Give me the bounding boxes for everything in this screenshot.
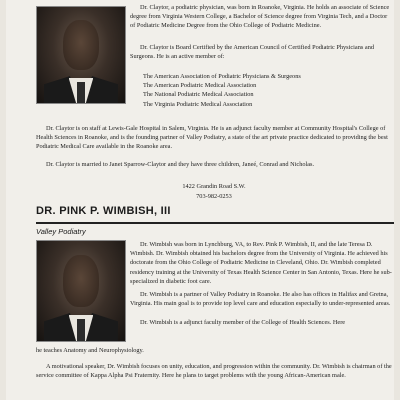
wimbish-bio-paragraph-1: Dr. Wimbish was born in Lynchburg, VA, to Rev. Pink P. Wimbish, II, and the late Teresa D. Wimbish. Dr. Wimbish obtained his bachelors degree from the University of Virginia. He achieved his doctorate from the Ohio College of Podiatric Medicine in Cleveland, Ohio. Dr. Wimbish completed residency training at the University of Texas Health Science Center in San Antonio, Texas. Here he sub-specialized in diabetic foot care. [130, 241, 392, 285]
claytor-portrait-photo [36, 6, 126, 104]
wimbish-bio-paragraph-3b: he teaches Anatomy and Neurophysiology. [36, 347, 144, 354]
wimbish-portrait-photo [36, 240, 126, 342]
membership-item: The Virginia Podiatric Medical Association [143, 100, 253, 108]
heading-rule [36, 222, 394, 224]
claytor-bio-paragraph-3: Dr. Claytor is on staff at Lewis-Gale Hospital in Salem, Virginia. He is an adjunct faculty member at Community Hospital's College of Health Sciences in Roanoke, and is the founding partner of Valley Podiatry, a state of the art private practice dedicated to providing the best Podiatric Medical Care available in the Roanoke area. [36, 125, 388, 151]
document-page [6, 0, 394, 400]
membership-item: The American Podiatric Medical Association [143, 82, 257, 90]
membership-item: The National Podiatric Medical Association [143, 91, 254, 99]
memberships-list [143, 72, 393, 109]
claytor-bio-paragraph-1: Dr. Claytor, a podiatric physician, was born in Roanoke, Virginia. He holds an associate of Science degree from Virginia Western College, a Bachelor of Science degree from Virginia Tech, and a Doctor of Podiatric Medicine Degree from the Ohio College of Podiatric Medicine. [130, 4, 390, 30]
practice-subtitle: Valley Podiatry [36, 227, 86, 236]
wimbish-bio-paragraph-4: A motivational speaker, Dr. Wimbish focuses on unity, education, and progression within the community. Dr. Wimbish is chairman of the service committee of Kappa Alpha Psi Fraternity. Here he plans to target problems with the young African-American male. [36, 363, 392, 380]
wimbish-bio-paragraph-2: Dr. Wimbish is a partner of Valley Podiatry in Roanoke. He also has offices in Halifax and Gretna, Virginia. His main goal is to provide top level care and education especially to under-represented areas. [130, 291, 391, 308]
claytor-bio-paragraph-2: Dr. Claytor is Board Certified by the American Council of Certified Podiatric Physicians and Surgeons. He is an active member of: [130, 44, 374, 61]
claytor-bio-paragraph-4: Dr. Claytor is married to Janet Sparrow-Claytor and they have three children, Janeé, Conrad and Nicholas. [46, 161, 315, 168]
wimbish-name-heading: DR. PINK P. WIMBISH, III [36, 205, 171, 217]
membership-item: The American Association of Podiatric Physicians & Surgeons [143, 73, 301, 80]
office-phone: 703-982-0253 [196, 193, 232, 200]
office-address: 1422 Grandin Road S.W. [182, 183, 246, 190]
wimbish-bio-paragraph-3a: Dr. Wimbish is a adjunct faculty member of the College of Health Sciences. Here [140, 319, 346, 326]
